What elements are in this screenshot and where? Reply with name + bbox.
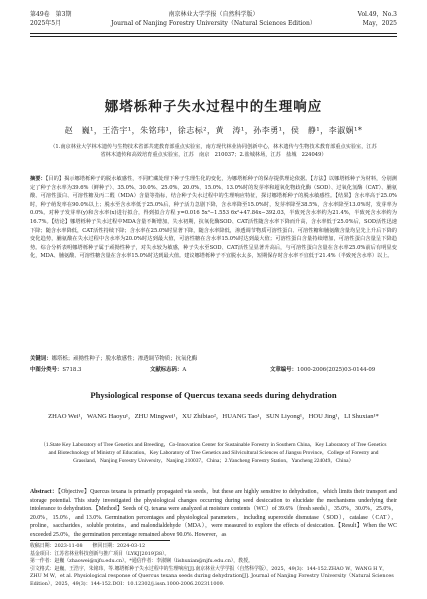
footnotes <box>30 543 397 589</box>
keywords-text-zh: 娜塔栎；顽拗性种子；脱水敏感性；渗透调节物质；抗氧化酶 <box>51 356 198 362</box>
article-title-en: Physiological response of Quercus texana seeds during dehydration <box>90 390 337 400</box>
header-rule-thin <box>30 36 397 37</box>
footnote-author: 第一作者：赵巍（zhaowei@njfu.edu.cn）。*通信作者：李淑娴（lishuxian@njfu.edu.cn），教授。 <box>30 558 253 565</box>
clc-label: 中图分类号： <box>30 367 63 373</box>
abstract-text-zh: 【目的】揭示娜塔栎种子的脱水敏感性，不同贮藏处理下种子生理生化的变化，为娜塔栎种子的保存提供理论依据。【方法】以娜塔栎种子为材料，分别测定了种子含水率为39.6%（鲜种子）、35.0%、30.0%、25.0%、20.0%、15.0%、13.0%时的发芽率和超氧化物歧化酶（SOD）、过氧化氢酶（CAT）、脯氨酸、可溶性蛋白、可溶性糖及丙二醛（MDA）含量等指标，结合种子失水过程中的生理响应特征，探讨娜塔栎种子的脱水敏感性。【结果】含水率高于25.0%时，种子萌发率在90.0%以上；脱水至含水率低于25.0%后，种子活力急剧下降，含水率降至15.0%时，发芽率降至38.5%，含水率降至13.0%时，发芽率为0.0%。对种子发芽率(y)和含水率(x)进行拟合，得到拟合方程 y=0.016 5x³−1.553 6x²+47.84x−392.03，半致死含水率约为21.4%，半致死含水率约为16.7%。【结论】娜塔栎种子失水过程中MDA含量不断增加，失水初期，抗氧化酶SOD、CAT活性随含水率下降而升高，含水率低于25.0%后，SOD活性迅速下降；随含水率降低，CAT活性持续下降；含水率在25.0%时显著下降，随含水率降低，渗透调节物质可溶性蛋白、可溶性糖和脯氨酸含量均呈先上升后下降的变化趋势，脯氨酸在失水过程中含水率为20.0%时达到最大值，可溶性糖在含水率15.0%时达到最大值；可溶性蛋白含量持续增加，可溶性蛋白含量呈下降趋势。综合分析表明娜塔栎种子属于顽拗性种子，对失水较为敏感，种子失水至SOD、CAT活性呈显著升高后，与可溶性蛋白含量在含水率25.0%前后有明显变化，MDA、脯氨酸、可溶性糖含量在含水率15.0%时达到最大值。建议娜塔栎种子不宜脱水太多，短期保存时含水率不宜低于21.4%（半致死含水率）以上。 <box>30 176 397 260</box>
authors-en: ZHAO Wei¹，WANG Haoyu¹，ZHU Mingwei¹，XU Zhibiao²，HUANG Tao¹，SUN Liyong¹，HOU Jing¹，LI Shuxian¹* <box>48 413 379 420</box>
header-center <box>30 10 397 28</box>
doc-code-value: A <box>182 367 187 373</box>
abstract-label-zh: 摘要： <box>30 176 46 182</box>
affiliation-zh: （1.南京林业大学林木遗传与生物技术省部共建教育部重点实验室，南方现代林业协同创新中心，林木遗传与生物技术教育部重点实验室，江苏省林木遗传和高效培育重点实验室，江苏 南京 210037；2.盐城林场，江苏 盐城 224049） <box>50 144 377 158</box>
keywords-label-zh: 关键词： <box>30 356 52 362</box>
footnote-rule <box>30 540 170 541</box>
footnote-citation: 引文格式：赵巍，王浩宇，朱铭玮，等.娜塔栎种子失水过程中的生理响应[J].南京林业大学学报（自然科学版），2025，49(3)：144-152.ZHAO W，WANG H Y，ZHU M W，et al. Physiological response of Quercus texana seeds during dehydration[J]. Journal of Nanjing Forestry University（Natural Sciences Edition），2025，49(3)：144-152.DOI：10.12302/j.issn.1000-2006.202311009. <box>30 565 394 587</box>
journal-name-en: Journal of Nanjing Forestry University（Natural Sciences Edition） <box>111 20 316 27</box>
volume-issue: 第49卷 第3期 <box>30 11 72 18</box>
authors-zh: 赵 巍¹，王浩宇¹，朱铭玮¹，徐志标²，黄 涛¹，孙李勇¹，侯 静¹，李淑娴¹* <box>64 126 363 135</box>
abstract-text-en: 【Objective】Quercus texana is primarily propagated via seeds，but these are highly sensitive to dehydration，which limits their transport and storage potential. This study investigated the physiological changes occurring during seed desiccation to elucidate the mechanisms underlying their intolerance to dehydration.【Method】Seeds of Q. texana were analyzed at moisture contents（WC）of 39.6%（fresh seeds），35.0%，30.0%，25.0%，20.0%，15.0%，and 13.0%. Germination percentages and physiological parameters，including superoxide dismutase（SOD），catalase（CAT），proline，saccharides，soluble proteins，and malondialdehyde（MDA），were measured to explore the effects of desiccation.【Result】When the WC exceeded 25.0%，the germination percentage remained above 90.0%. However，as <box>30 489 397 538</box>
affiliation-en: （1.State Key Laboratory of Tree Genetics and Breeding，Co-Innovation Center for Sustainable Forestry in Southern China，Key Laboratory of Tree Genetics and Biotechnology of Ministry of Education，Key Laboratory of Tree Genetics and Silvicultural Sciences of Jiangsu Province，College of Forestry and Grassland，Nanjing Forestry University，Nanjing 210037，China；2.Yancheng Forestry Station，Yancheng 224049，China） <box>40 442 387 464</box>
volume-issue-en: Vol.49，No.3 <box>357 11 397 18</box>
journal-name-zh: 南京林业大学学报（自然科学版） <box>168 11 259 18</box>
header-right <box>358 10 397 28</box>
article-number-label: 文章编号： <box>270 367 297 373</box>
article-title-zh: 娜塔栎种子失水过程中的生理响应 <box>104 99 323 115</box>
classification-line <box>30 366 397 374</box>
footnote-fund: 基金项目：江苏省林业科技创新与推广项目（LYKJ[2019]38）。 <box>30 550 170 557</box>
doc-code-label: 文献标志码： <box>150 367 183 373</box>
abstract-zh <box>30 175 397 261</box>
clc-value: S718.3 <box>62 367 82 373</box>
abstract-en <box>30 488 397 540</box>
footnote-dates: 收稿日期：2023-11-08 修回日期：2024-03-12 <box>30 543 146 549</box>
abstract-label-en: Abstract： <box>30 489 58 495</box>
keywords-zh <box>30 355 397 363</box>
issue-date-en: May，2025 <box>362 20 397 27</box>
article-number-value: 1000-2006(2025)03-0144-09 <box>296 367 376 373</box>
issue-date: 2025年5月 <box>30 20 62 27</box>
header-rule-thick <box>30 33 397 34</box>
running-header <box>30 10 397 44</box>
